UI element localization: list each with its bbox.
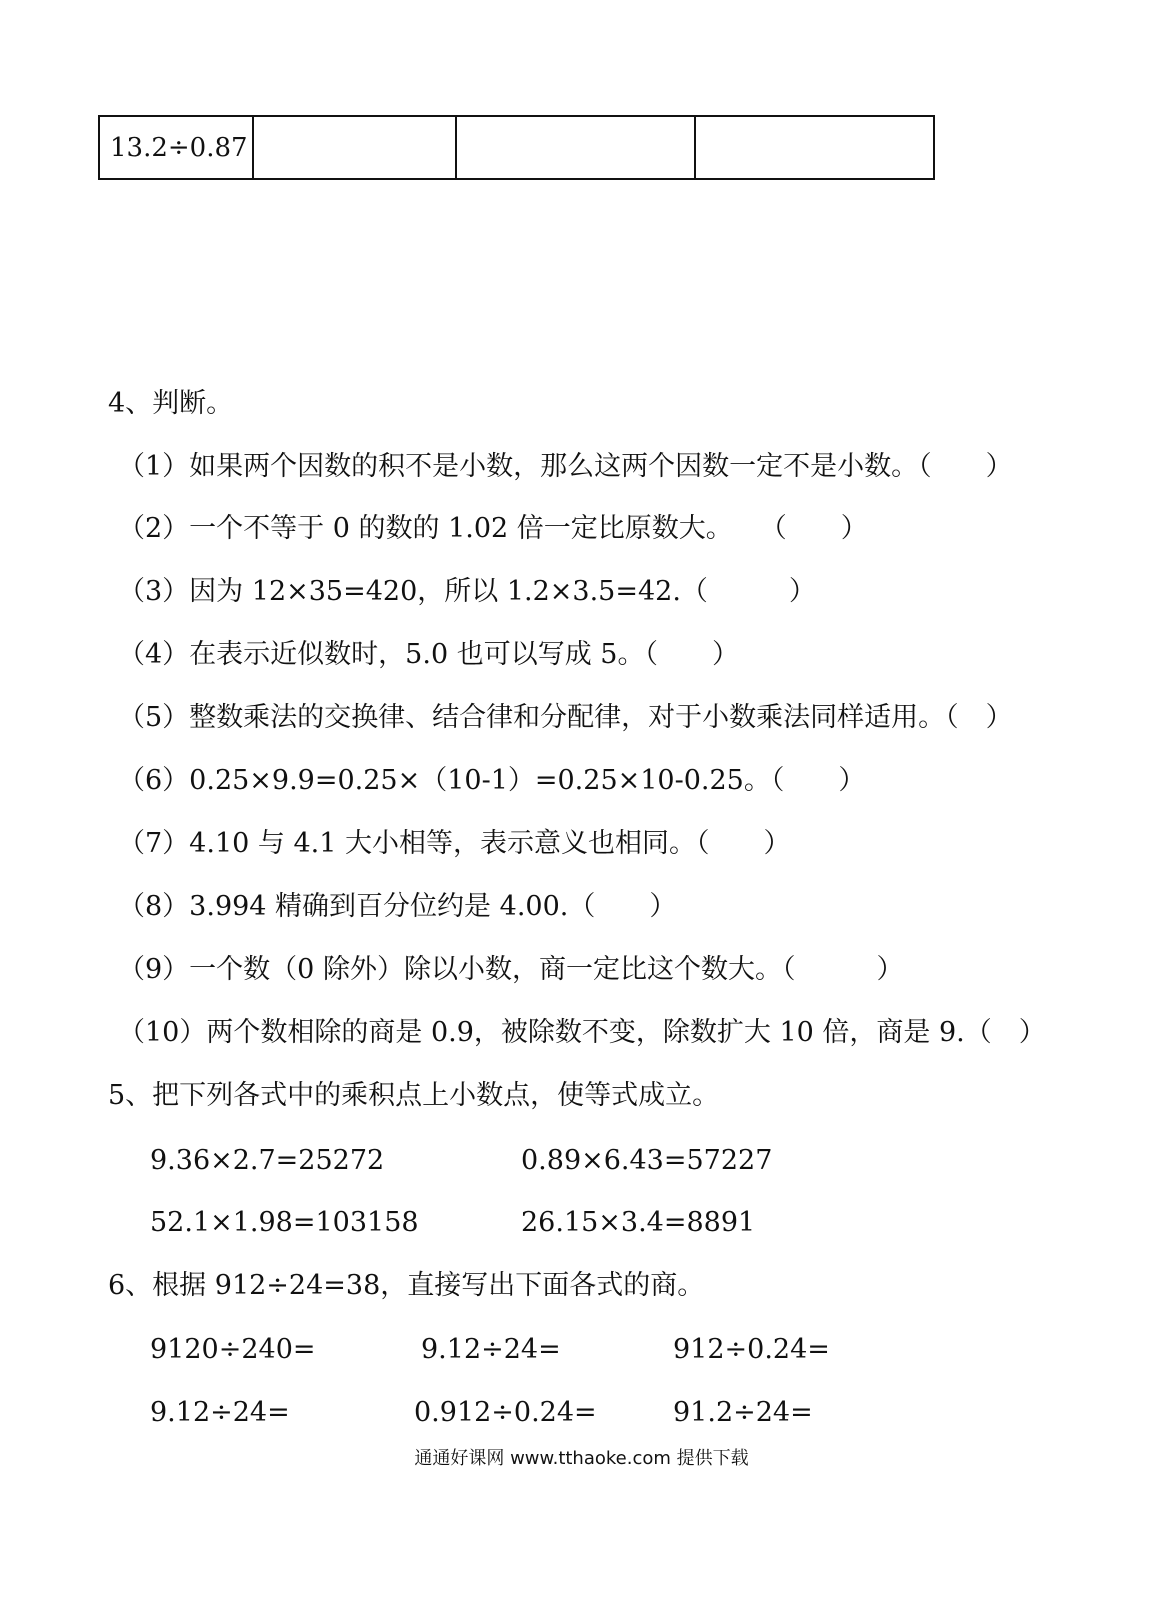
section-6-heading: 6、根据 912÷24=38，直接写出下面各式的商。 xyxy=(108,1270,705,1301)
table-cell-blank[interactable] xyxy=(456,116,695,179)
table-row xyxy=(99,116,934,179)
quotient-6: 91.2÷24= xyxy=(673,1397,813,1428)
judgment-item-4: （4）在表示近似数时，5.0 也可以写成 5。（ ） xyxy=(118,639,739,670)
equation-4: 26.15×3.4=8891 xyxy=(521,1207,756,1238)
judgment-item-6: （6）0.25×9.9=0.25×（10-1）=0.25×10-0.25。（ ） xyxy=(118,765,866,796)
judgment-item-10: （10）两个数相除的商是 0.9，被除数不变，除数扩大 10 倍，商是 9.（ ） xyxy=(118,1017,1046,1048)
quotient-1: 9120÷240= xyxy=(150,1334,316,1365)
table-cell-blank[interactable] xyxy=(695,116,934,179)
quotient-3: 912÷0.24= xyxy=(673,1334,830,1365)
quotient-5: 0.912÷0.24= xyxy=(414,1397,597,1428)
equation-1: 9.36×2.7=25272 xyxy=(150,1145,385,1176)
section-5-heading: 5、把下列各式中的乘积点上小数点，使等式成立。 xyxy=(108,1080,720,1111)
judgment-item-9: （9）一个数（0 除外）除以小数，商一定比这个数大。（ ） xyxy=(118,954,904,985)
judgment-item-1: （1）如果两个因数的积不是小数，那么这两个因数一定不是小数。（ ） xyxy=(118,451,1013,482)
judgment-item-2: （2）一个不等于 0 的数的 1.02 倍一定比原数大。 （ ） xyxy=(118,513,868,544)
judgment-item-5: （5）整数乘法的交换律、结合律和分配律，对于小数乘法同样适用。（ ） xyxy=(118,702,1013,733)
footer-credit: 通通好课网 www.tthaoke.com 提供下载 xyxy=(414,1448,749,1469)
equation-3: 52.1×1.98=103158 xyxy=(150,1207,419,1238)
judgment-item-8: （8）3.994 精确到百分位约是 4.00.（ ） xyxy=(118,891,677,922)
judgment-item-7: （7）4.10 与 4.1 大小相等，表示意义也相同。（ ） xyxy=(118,828,791,859)
table-cell-expression: 13.2÷0.87 xyxy=(99,116,253,179)
judgment-item-3: （3）因为 12×35=420，所以 1.2×3.5=42.（ ） xyxy=(118,576,816,607)
equation-2: 0.89×6.43=57227 xyxy=(521,1145,773,1176)
section-4-heading: 4、判断。 xyxy=(108,388,234,419)
quotient-2: 9.12÷24= xyxy=(421,1334,561,1365)
calculation-table xyxy=(98,115,935,180)
quotient-4: 9.12÷24= xyxy=(150,1397,290,1428)
table-cell-blank[interactable] xyxy=(253,116,456,179)
